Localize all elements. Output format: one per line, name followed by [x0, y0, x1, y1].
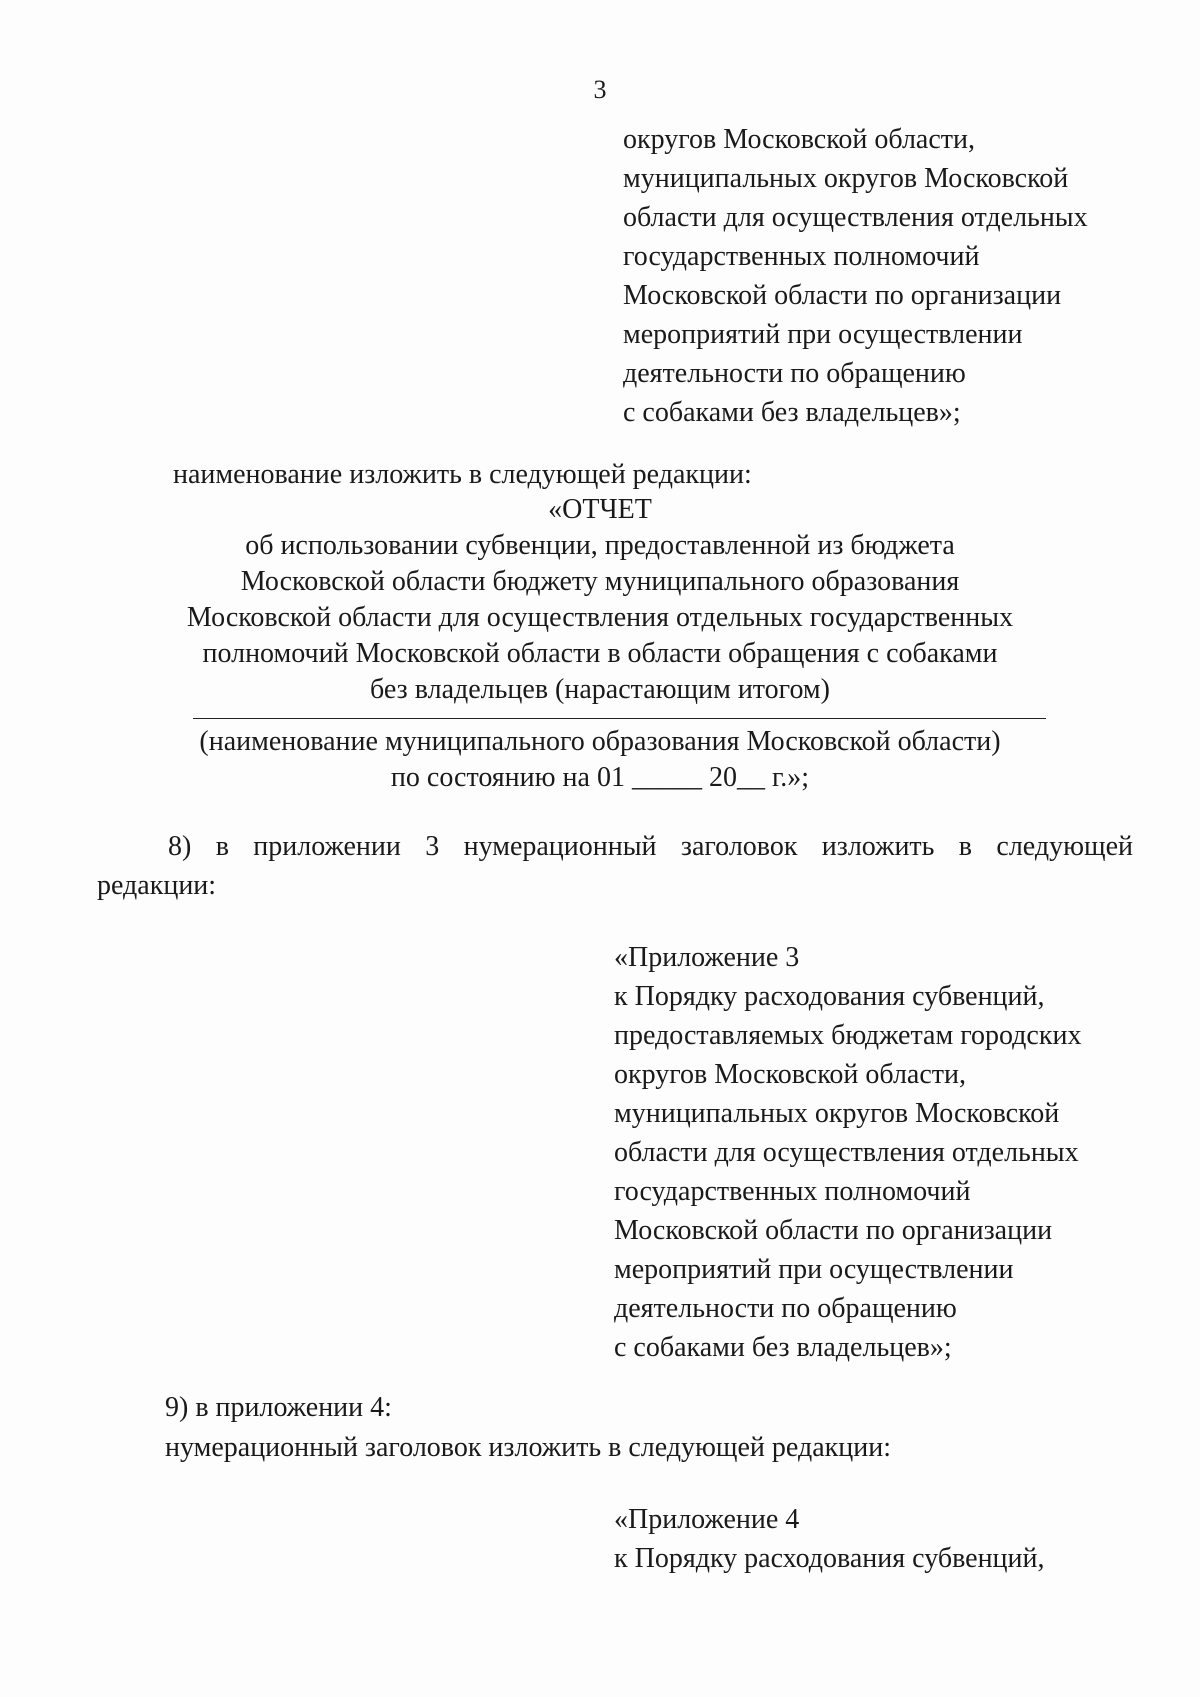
text-line: области для осуществления отдельных — [623, 202, 1088, 233]
text-line: «Приложение 4 — [614, 1504, 800, 1535]
text-line: «Приложение 3 — [614, 942, 800, 973]
word: 3 — [425, 831, 440, 862]
text-line: муниципальных округов Московской — [614, 1098, 1060, 1129]
report-title-line: Московской области для осуществления отдельных государственных — [186, 602, 1014, 633]
text-line: округов Московской области, — [614, 1059, 966, 1090]
report-title-line: Московской области бюджету муниципального образования — [240, 566, 960, 597]
text-line: с собаками без владельцев»; — [614, 1332, 952, 1363]
text-line: к Порядку расходования субвенций, — [614, 981, 1045, 1012]
word: изложить — [821, 831, 935, 862]
municipality-caption: (наименование муниципального образования Московской области) — [199, 726, 1001, 757]
word: следующей — [996, 831, 1133, 862]
text-line: муниципальных округов Московской — [623, 163, 1069, 194]
word: нумерационный — [463, 831, 657, 862]
text-line: предоставляемых бюджетам городских — [614, 1020, 1082, 1051]
report-title-line: без владельцев (нарастающим итогом) — [370, 674, 830, 705]
word: заголовок — [680, 831, 798, 862]
text-line: деятельности по обращению — [623, 358, 966, 389]
word: 8) — [168, 831, 192, 862]
text-line: округов Московской области, — [623, 124, 975, 155]
report-title-line: полномочий Московской области в области обращения с собаками — [202, 638, 998, 669]
page-number: 3 — [593, 75, 607, 104]
appendix-4-header — [614, 1500, 1045, 1578]
text-line: с собаками без владельцев»; — [623, 397, 961, 428]
item-9-line: 9) в приложении 4: — [165, 1392, 392, 1423]
text-line: деятельности по обращению — [614, 1293, 957, 1324]
word: в — [958, 831, 973, 862]
item-8-continuation: редакции: — [97, 870, 217, 901]
text-line: к Порядку расходования субвенций, — [614, 1543, 1045, 1574]
text-line: области для осуществления отдельных — [614, 1137, 1079, 1168]
item-9-subline: нумерационный заголовок изложить в следующей редакции: — [165, 1432, 891, 1463]
date-line: по состоянию на 01 _____ 20__ г.»; — [390, 762, 810, 793]
word: в — [215, 831, 229, 862]
item-8-line — [168, 827, 1133, 866]
appendix-3-header — [614, 938, 1081, 1367]
word: приложении — [253, 831, 401, 862]
text-line: государственных полномочий — [614, 1176, 971, 1207]
report-title — [160, 492, 1040, 708]
appendix-header-continuation — [623, 120, 1088, 432]
text-line: Московской области по организации — [614, 1215, 1053, 1246]
text-line: государственных полномочий — [623, 241, 980, 272]
municipality-caption-block — [160, 724, 1040, 796]
text-line: мероприятий при осуществлении — [614, 1254, 1014, 1285]
report-title-line: об использовании субвенции, предоставленной из бюджета — [245, 530, 955, 561]
text-line: Московской области по организации — [623, 280, 1062, 311]
intro-line: наименование изложить в следующей редакции: — [173, 459, 752, 490]
report-title-line: «ОТЧЕТ — [548, 494, 652, 525]
text-line: мероприятий при осуществлении — [623, 319, 1023, 350]
fill-in-underline — [193, 718, 1046, 719]
